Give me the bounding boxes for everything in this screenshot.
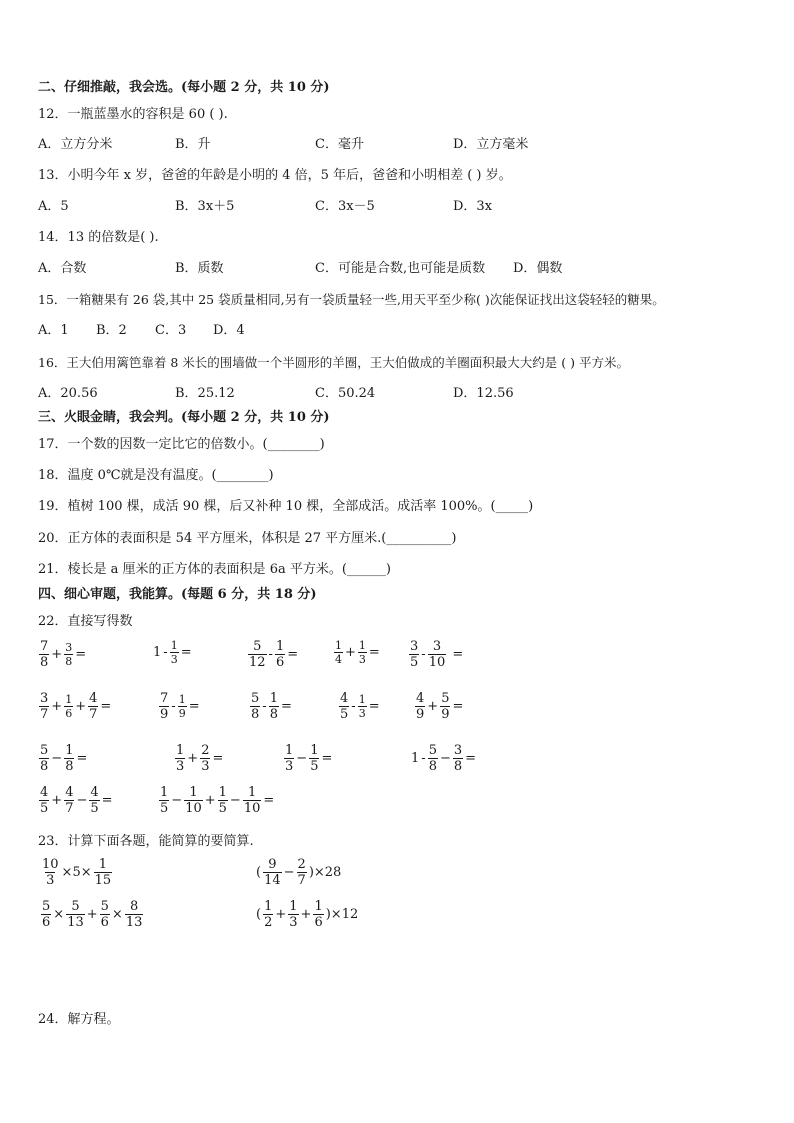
q12-option-d: D．立方毫米 [453,137,529,152]
question-15: 15．一箱糖果有 26 袋,其中 25 袋质量相同,另有一袋质量轻一些,用天平至少称( )次能保证找出这袋轻轻的糖果。 [38,292,665,307]
expr-23-3: $\frac{5}{6}$ × $\frac{5}{13}$ + $\frac{5}{6}$ × $\frac{8}{13}$ [42,899,143,930]
q16-option-d: D．12.56 [453,386,514,401]
q16-option-c: C．50.24 [315,386,376,401]
question-16: 16．王大伯用篱笆靠着 8 米长的围墙做一个半圆形的羊圈，王大伯做成的羊圈面积最大大约是 ( ) 平方米。 [38,355,629,370]
question-22: 22．直接写得数 [38,614,133,629]
expr-22-11: 5 8 − $\frac{1}{8}$ = [40,743,88,774]
expr-22-8: 5 8 - $\frac{1}{8}$ = [251,691,292,722]
expr-22-9: 4 5 - $\frac{1}{3}$ = [340,691,380,722]
question-20: 20．正方体的表面积是 54 平方厘米，体积是 27 平方厘米.(__________) [38,531,457,546]
q16-option-b: B．25.12 [175,386,235,401]
question-13: 13．小明今年 x 岁，爸爸的年龄是小明的 4 倍，5 年后，爸爸和小明相差 ( ) 岁。 [38,168,512,183]
question-14: 14．13 的倍数是( ). [38,230,159,245]
q13-option-a: A．5 [38,199,69,214]
q12-option-a: A．立方分米 [38,137,113,152]
q15-option-c: C．3 [155,323,187,338]
question-24: 24．解方程。 [38,1012,120,1027]
q12-option-c: C．毫升 [315,137,364,152]
q12-option-b: B．升 [175,137,211,152]
question-18: 18．温度 0℃就是没有温度。(________) [38,468,274,483]
expr-23-2: ( 9 14 − $\frac{2}{7}$ )×28 [256,857,342,888]
expr-22-16: 1 5 − $\frac{1}{10}$ + $\frac{1}{5}$ − $\frac{1}{10}$ = [160,785,275,816]
q14-option-a: A．合数 [38,261,87,276]
expr-22-13: 1 3 − $\frac{1}{5}$ = [285,743,333,774]
expr-22-2: 1 - $\frac{1}{3}$ = [153,639,192,666]
q15-option-d: D．4 [213,323,245,338]
section-4-heading: 四、细心审题，我能算。(每题 6 分，共 18 分) [38,587,317,602]
expr-22-15: 4 5 + $\frac{4}{7}$ − $\frac{4}{5}$ = [40,785,113,816]
expr-22-7: 7 9 - $\frac{1}{9}$ = [160,691,200,722]
q13-option-d: D．3x [453,199,493,214]
expr-22-5: 3 5 - $\frac{3}{10}$ = [410,639,464,670]
expr-22-1: 7 8 + $\frac{3}{8}$ = [40,639,87,670]
expr-22-14: 1 - 5 8 − $\frac{3}{8}$ = [411,743,477,774]
q16-option-a: A．20.56 [38,386,98,401]
expr-22-12: 1 3 + $\frac{2}{3}$ = [176,743,224,774]
q15-option-b: B．2 [96,323,127,338]
expr-22-4: 1 4 + $\frac{1}{3}$ = [335,639,380,666]
q14-option-c: C．可能是合数,也可能是质数 [315,261,486,276]
expr-22-10: 4 9 + $\frac{5}{9}$ = [416,691,464,722]
question-23: 23．计算下面各题，能简算的要简算. [38,834,254,849]
expr-22-6: 3 7 + $\frac{1}{6}$ + $\frac{4}{7}$ = [40,691,112,722]
expr-23-1: $\frac{10}{3}$ ×5× $\frac{1}{15}$ [42,857,112,888]
q13-option-c: C．3x－5 [315,199,375,214]
q14-option-b: B．质数 [175,261,224,276]
expr-22-3: 5 12 - $\frac{1}{6}$ = [249,639,299,670]
q15-option-a: A．1 [38,323,69,338]
question-19: 19．植树 100 棵，成活 90 棵，后又补种 10 棵，全部成活。成活率 100%。(_____) [38,499,534,514]
question-21: 21．棱长是 a 厘米的正方体的表面积是 6a 平方米。(______) [38,562,391,577]
section-2-heading: 二、仔细推敲，我会选。(每小题 2 分，共 10 分) [38,80,330,95]
question-12: 12．一瓶蓝墨水的容积是 60 ( ). [38,107,228,122]
question-17: 17．一个数的因数一定比它的倍数小。(________) [38,437,325,452]
q14-option-d: D．偶数 [513,261,563,276]
expr-23-4: ( 1 2 + $\frac{1}{3}$ + $\frac{1}{6}$ )×12 [256,899,359,930]
q13-option-b: B．3x＋5 [175,199,235,214]
section-3-heading: 三、火眼金睛，我会判。(每小题 2 分，共 10 分) [38,410,330,425]
